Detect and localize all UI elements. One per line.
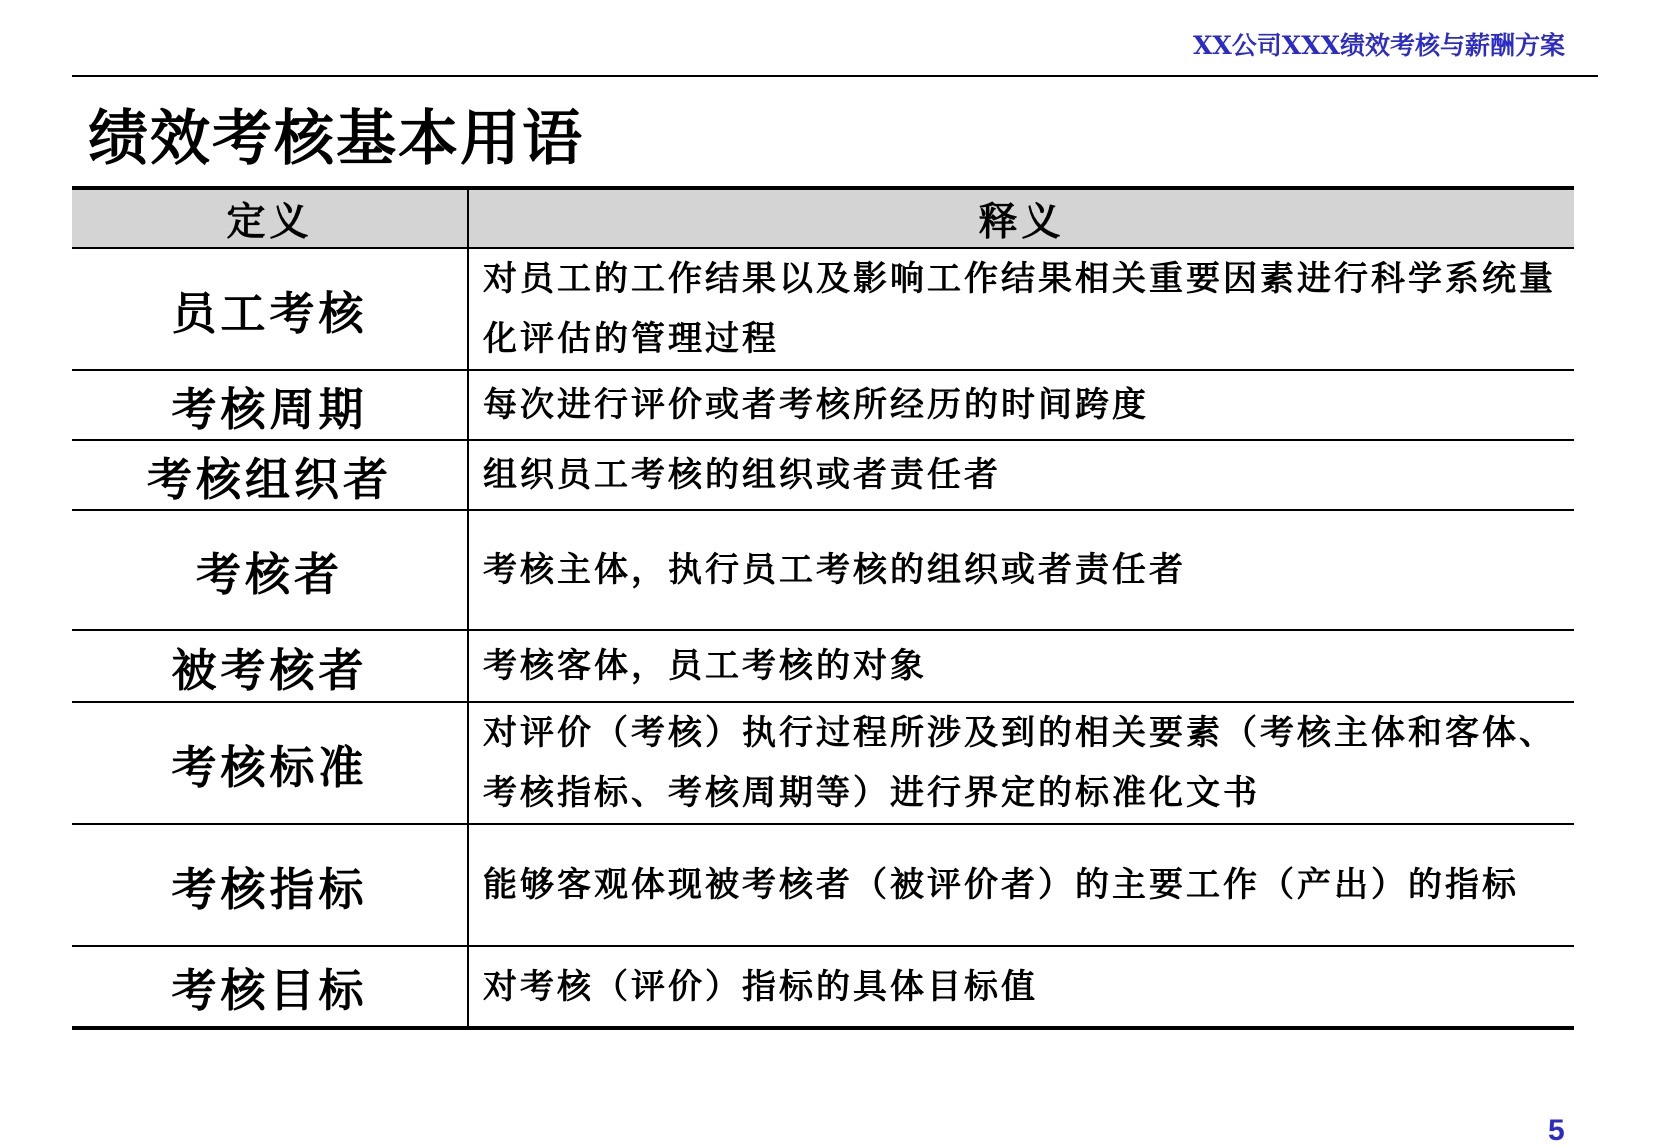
term-cell: 被考核者 <box>72 630 468 702</box>
table-row <box>72 370 1574 440</box>
header-divider <box>72 75 1598 77</box>
definition-cell: 考核主体，执行员工考核的组织或者责任者 <box>468 510 1574 630</box>
page-number: 5 <box>1548 1114 1565 1147</box>
term-cell: 考核者 <box>72 510 468 630</box>
term-cell: 考核组织者 <box>72 440 468 510</box>
table-header <box>72 188 1574 248</box>
table-row <box>72 630 1574 702</box>
table-body <box>72 248 1574 1028</box>
table-header-row <box>72 188 1574 248</box>
table-row <box>72 248 1574 370</box>
document-header-title: XX公司XXX绩效考核与薪酬方案 <box>1193 31 1565 60</box>
term-cell: 考核目标 <box>72 946 468 1028</box>
terms-table <box>72 186 1574 1030</box>
term-cell: 考核指标 <box>72 824 468 946</box>
table-row <box>72 440 1574 510</box>
definition-cell: 能够客观体现被考核者（被评价者）的主要工作（产出）的指标 <box>468 824 1574 946</box>
definition-cell: 每次进行评价或者考核所经历的时间跨度 <box>468 370 1574 440</box>
table-row <box>72 946 1574 1028</box>
definition-cell: 对员工的工作结果以及影响工作结果相关重要因素进行科学系统量化评估的管理过程 <box>468 248 1574 370</box>
definition-cell: 对考核（评价）指标的具体目标值 <box>468 946 1574 1028</box>
term-cell: 考核标准 <box>72 702 468 824</box>
page-title: 绩效考核基本用语 <box>88 104 584 174</box>
table-row <box>72 824 1574 946</box>
column-header-definition: 释义 <box>468 188 1574 248</box>
definition-cell: 考核客体，员工考核的对象 <box>468 630 1574 702</box>
table-row <box>72 510 1574 630</box>
definition-cell: 对评价（考核）执行过程所涉及到的相关要素（考核主体和客体、考核指标、考核周期等）进行界定的标准化文书 <box>468 702 1574 824</box>
definition-cell: 组织员工考核的组织或者责任者 <box>468 440 1574 510</box>
term-cell: 员工考核 <box>72 248 468 370</box>
table-row <box>72 702 1574 824</box>
column-header-term: 定义 <box>72 188 468 248</box>
term-cell: 考核周期 <box>72 370 468 440</box>
